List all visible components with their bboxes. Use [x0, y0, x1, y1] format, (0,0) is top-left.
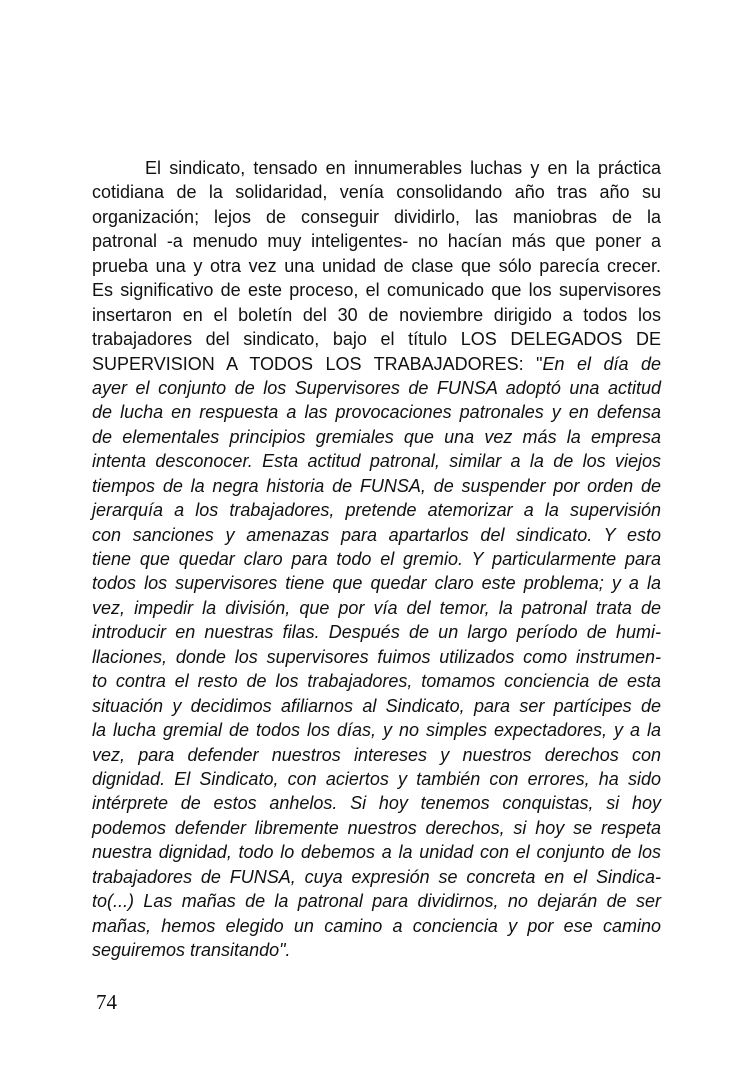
body-text: organización; lejos de conseguir dividirlo, las maniobras de la: [92, 206, 661, 227]
text-line: [92, 767, 661, 791]
quoted-text: tiempos de la negra historia de FUNSA, de suspender por orden de: [92, 475, 661, 496]
text-line: [92, 889, 661, 913]
body-text: cotidiana de la solidaridad, venía consolidando año tras año su: [92, 182, 661, 203]
text-line: [92, 571, 661, 595]
text-line: [92, 400, 661, 424]
quoted-text: En el día de: [542, 353, 661, 374]
text-line: [92, 914, 661, 938]
text-line: [92, 840, 661, 864]
text-line: [92, 694, 661, 718]
body-text: insertaron en el boletín del 30 de noviembre dirigido a todos los: [92, 304, 661, 325]
text-line: [92, 449, 661, 473]
text-line: [92, 596, 661, 620]
text-line: [92, 376, 661, 400]
quoted-text: to(...) Las mañas de la patronal para dividirnos, no dejarán de ser: [92, 891, 661, 912]
quoted-text: situación y decidimos afiliarnos al Sindicato, para ser partícipes de: [92, 695, 661, 716]
quoted-text: vez, para defender nuestros intereses y nuestros derechos con: [92, 744, 661, 765]
text-line: [92, 229, 661, 253]
text-line: [92, 620, 661, 644]
text-line: [92, 156, 661, 180]
text-line: [92, 352, 661, 376]
quoted-text: intenta desconocer. Esta actitud patronal, similar a la de los viejos: [92, 451, 661, 472]
text-line: [92, 425, 661, 449]
body-text: patronal -a menudo muy inteligentes- no hacían más que poner a: [92, 231, 661, 252]
quoted-text: la lucha gremial de todos los días, y no simples expectadores, y a la: [92, 720, 661, 741]
text-line: [92, 278, 661, 302]
text-line: [92, 547, 661, 571]
text-line: [92, 645, 661, 669]
quoted-text: ayer el conjunto de los Supervisores de FUNSA adoptó una actitud: [92, 377, 661, 398]
quoted-text: to contra el resto de los trabajadores, tomamos conciencia de esta: [92, 671, 661, 692]
quoted-text: intérprete de estos anhelos. Si hoy tenemos conquistas, si hoy: [92, 793, 661, 814]
quoted-text: trabajadores de FUNSA, cuya expresión se concreta en el Sindica-: [92, 866, 661, 887]
body-text: El sindicato, tensado en innumerables luchas y en la práctica: [145, 158, 661, 178]
quoted-text: todos los supervisores tiene que quedar claro este problema; y a la: [92, 573, 661, 594]
quoted-text: tiene que quedar claro para todo el gremio. Y particularmente para: [92, 549, 661, 569]
text-line: [92, 327, 661, 351]
text-line: [92, 669, 661, 693]
text-line: [92, 180, 661, 204]
quoted-text: con sanciones y amenazas para apartarlos del sindicato. Y esto: [92, 524, 661, 545]
quoted-text: llaciones, donde los supervisores fuimos utilizados como instrumen-: [92, 646, 661, 667]
body-paragraph: [92, 156, 661, 962]
quoted-text: nuestra dignidad, todo lo debemos a la unidad con el conjunto de los: [92, 842, 661, 863]
text-line: [92, 718, 661, 742]
text-line: [92, 938, 661, 962]
quoted-text: introducir en nuestras filas. Después de un largo período de humi-: [92, 622, 661, 643]
quoted-text: de elementales principios gremiales que una vez más la empresa: [92, 426, 661, 447]
quoted-text: dignidad. El Sindicato, con aciertos y también con errores, ha sido: [92, 768, 661, 789]
body-text: trabajadores del sindicato, bajo el título LOS DELEGADOS DE: [92, 329, 661, 350]
quoted-text: jerarquía a los trabajadores, pretende atemorizar a la supervisión: [92, 500, 661, 521]
text-line: [92, 498, 661, 522]
quoted-text: mañas, hemos elegido un camino a conciencia y por ese camino: [92, 915, 661, 936]
body-text: SUPERVISION A TODOS LOS TRABAJADORES: ": [92, 353, 543, 374]
body-text: prueba una y otra vez una unidad de clase que sólo parecía crecer.: [92, 255, 661, 276]
text-line: [92, 791, 661, 815]
quoted-text: de lucha en respuesta a las provocaciones patronales y en defensa: [92, 402, 661, 423]
text-line: [92, 474, 661, 498]
text-line: [92, 303, 661, 327]
text-line: [92, 865, 661, 889]
text-line: [92, 205, 661, 229]
text-line: [92, 816, 661, 840]
page-number: 74: [96, 990, 117, 1014]
text-line: [92, 523, 661, 547]
quoted-text: vez, impedir la división, que por vía del temor, la patronal trata de: [92, 597, 661, 618]
body-text: Es significativo de este proceso, el comunicado que los supervisores: [92, 280, 661, 301]
quoted-text: seguiremos transitando".: [92, 940, 291, 960]
quoted-text: podemos defender libremente nuestros derechos, si hoy se respeta: [92, 817, 661, 838]
text-line: [92, 743, 661, 767]
text-line: [92, 254, 661, 278]
